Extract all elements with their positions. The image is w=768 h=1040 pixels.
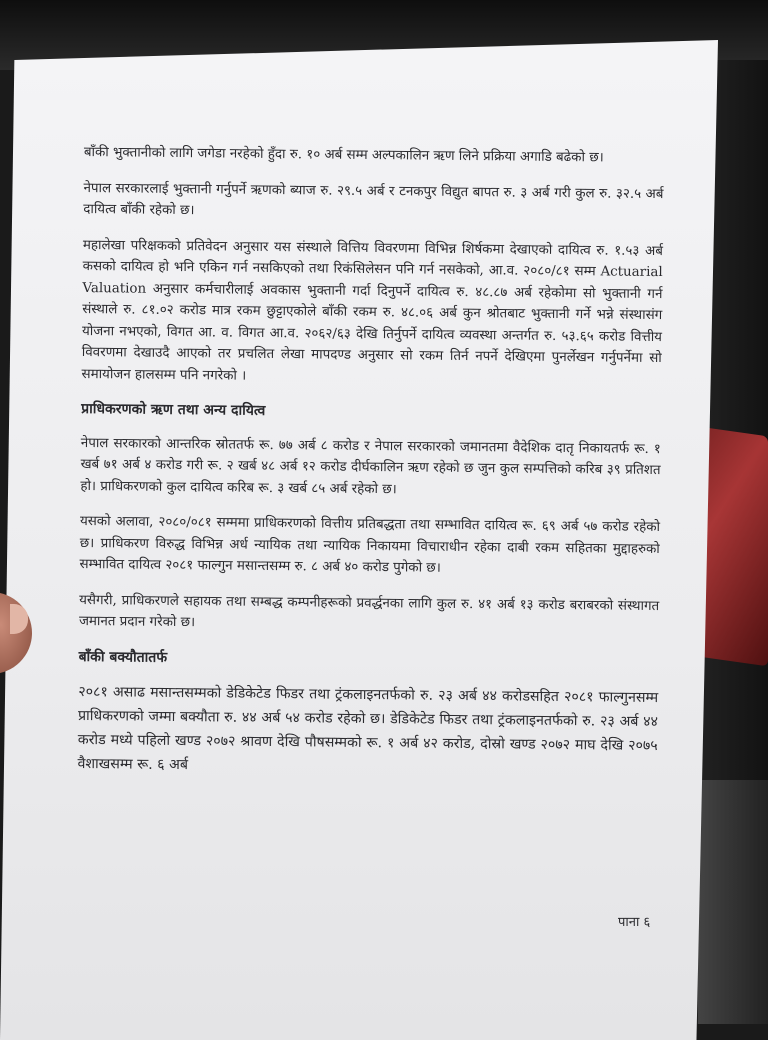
paragraph: महालेखा परिक्षकको प्रतिवेदन अनुसार यस संस्थाले वित्तिय विवरणमा विभिन्न शिर्षकमा देखाएको दायित्व रु. १.५३ अर्ब कसको दायित्व हो भनि एकिन गर्न नसकिएको तथा रिकंसिलेसन पनि गर्न नसकेको, आ.व. २०८०/८१ सम्म Actuarial Valuation अनुसार कर्मचारीलाई अवकास भुक्तानी गर्दा दिनुपर्ने दायित्व रु. ४८.८७ अर्ब रहेकोमा सो भुक्तानी गर्न संस्थाले रु. ८१.०२ करोड मात्र रकम छुट्टाएकोले बाँकी रकम रु. ४८.०६ अर्ब कुन श्रोतबाट भुक्तानी गर्ने भन्ने संस्थासंग योजना नभएको, विगत आ. व. विगत आ.व. २०६२/६३ देखि तिर्नुपर्ने दायित्व व्यवस्था अन्तर्गत रु. ५३.६५ करोड वित्तीय विवरणमा देखाउदै आएको तर प्रचलित लेखा मापदण्ड अनुसार सो रकम तिर्न नपर्ने देखिएमा पुनर्लेखन गर्नुपर्नेमा सो समायोजन हालसम्म पनि नगरेको । <box>81 237 663 384</box>
paragraph: बाँकी भुक्तानीको लागि जगेडा नरहेको हुँदा रु. १० अर्ब सम्म अल्पकालिन ऋण लिने प्रक्रिया अगाडि बढेको छ। <box>83 144 604 166</box>
paragraph: यसैगरी, प्राधिकरणले सहायक तथा सम्बद्ध कम्पनीहरूको प्रवर्द्धनका लागि कुल रु. ४१ अर्ब १३ करोड बराबरको संस्थागत जमानत प्रदान गरेको छ। <box>78 592 660 631</box>
section-heading: बाँकी बक्यौतातर्फ <box>78 648 168 666</box>
paragraph: २०८१ असाढ मसान्तसम्मको डेडिकेटेड फिडर तथा ट्रंकलाइनतर्फको रु. २३ अर्ब ४४ करोडसहित २०८१ फाल्गुनसम्म प्राधिकरणको जम्मा बक्यौता रु. ४४ अर्ब ५४ करोड रहेको छ। डेडिकेटेड फिडर तथा ट्रंकलाइनतर्फको रु. २३ अर्ब ४४ करोड मध्ये पहिलो खण्ड २०७२ श्रावण देखि पौषसम्मको रू. १ अर्ब ४२ करोड, दोस्रो खण्ड २०७२ माघ देखि २०७५ वैशाखसम्म रू. ६ अर्ब <box>77 683 659 774</box>
document-body <box>77 142 664 796</box>
page-number: पाना ६ <box>618 915 651 930</box>
paragraph: नेपाल सरकारको आन्तरिक स्रोततर्फ रू. ७७ अर्ब ८ करोड र नेपाल सरकारको जमानतमा वैदेशिक दातृ निकायतर्फ रू. १ खर्ब ७१ अर्ब ४ करोड गरी रू. २ खर्ब ४८ अर्ब १२ करोड दीर्घकालिन ऋण रहेको छ जुन कुल सम्पत्तिको करिब ३९ प्रतिशत हो। प्राधिकरणको कुल दायित्व करिब रू. ३ खर्ब ८५ अर्ब रहेको छ। <box>80 435 661 497</box>
section-heading: प्राधिकरणको ऋण तथा अन्य दायित्व <box>81 400 266 419</box>
grey-object <box>698 780 768 1024</box>
paragraph: नेपाल सरकारलाई भुक्तानी गर्नुपर्ने ऋणको ब्याज रु. २९.५ अर्ब र टनकपुर विद्युत बापत रु. ३ अर्ब गरी कुल रु. ३२.५ अर्ब दायित्व बाँकी रहेको छ। <box>83 180 664 219</box>
paragraph: यसको अलावा, २०८०/०८१ सम्ममा प्राधिकरणको वित्तीय प्रतिबद्धता तथा सम्भावित दायित्व रू. ६९ अर्ब ५७ करोड रहेको छ। प्राधिकरण विरुद्ध विभिन्न अर्ध न्यायिक तथा न्यायिक निकायमा विचाराधीन रहेका दाबी रकम सहितका मुद्दाहरुको सम्भावित दायित्व २०८१ फाल्गुन मसान्तसम्म रु. ८ अर्ब ४० करोड पुगेको छ। <box>79 513 661 576</box>
